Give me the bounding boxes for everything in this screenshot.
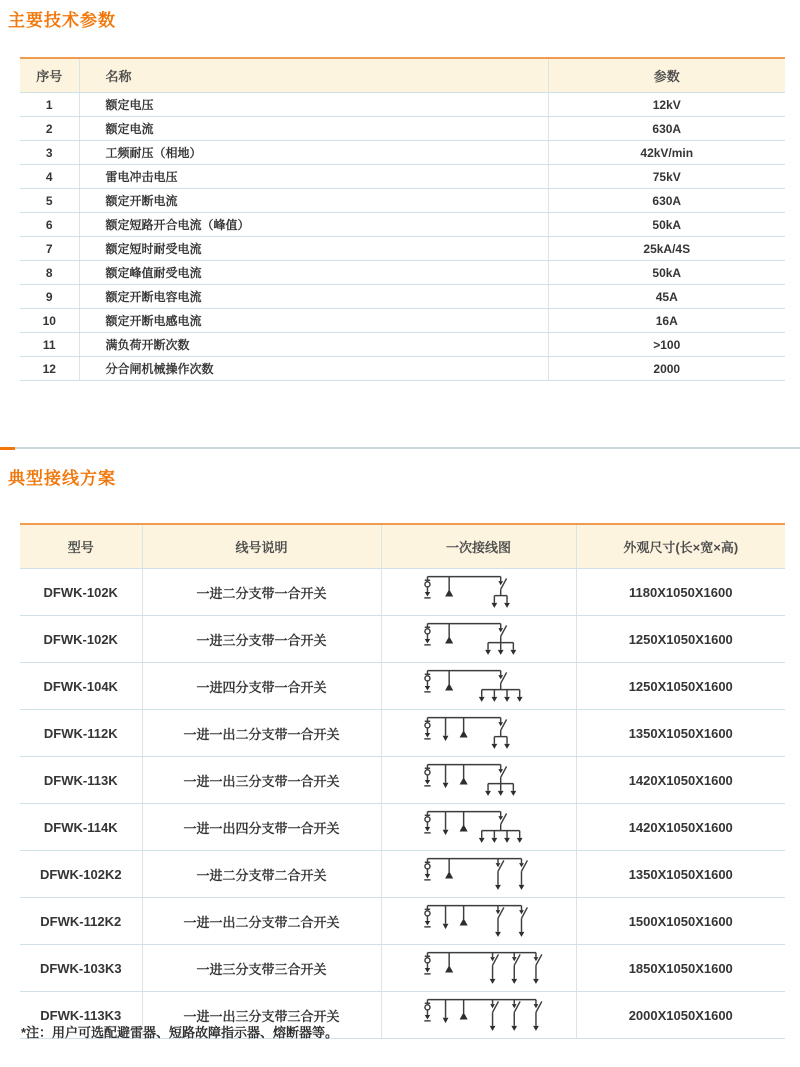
cell-name: 满负荷开断次数 [79,333,548,357]
cell-value: 25kA/4S [548,237,785,261]
cell-desc: 一进一出二分支带一合开关 [142,710,381,757]
cell-no: 5 [20,189,79,213]
wiring-diagram [413,854,545,894]
table-row [20,710,785,757]
cell-no: 4 [20,165,79,189]
cell-no: 7 [20,237,79,261]
cell-name: 额定电压 [79,93,548,117]
cell-diagram [381,710,576,757]
cell-diagram [381,757,576,804]
technical-parameters-table [20,57,785,381]
table-row [20,189,785,213]
header-size: 外观尺寸(长×宽×高) [576,524,785,569]
table-row [20,237,785,261]
wiring-diagram [413,901,545,941]
cell-desc: 一进三分支带一合开关 [142,616,381,663]
cell-desc: 一进一出四分支带一合开关 [142,804,381,851]
cell-value: 630A [548,189,785,213]
section-divider [0,446,800,450]
header-no: 序号 [20,58,79,93]
wiring-diagram [413,713,545,753]
table-row [20,569,785,616]
cell-value: 12kV [548,93,785,117]
cell-model: DFWK-112K2 [20,898,142,945]
cell-name: 额定短路开合电流（峰值） [79,213,548,237]
section-title-wiring-schemes: 典型接线方案 [8,469,116,488]
cell-no: 1 [20,93,79,117]
table-row [20,333,785,357]
cell-no: 2 [20,117,79,141]
header-desc: 线号说明 [142,524,381,569]
wiring-diagram [413,760,545,800]
table-row [20,93,785,117]
cell-diagram [381,992,576,1039]
cell-diagram [381,945,576,992]
params-table-body [20,93,785,381]
wiring-schemes-table [20,523,785,1039]
cell-value: 45A [548,285,785,309]
table-row [20,616,785,663]
wiring-diagram [413,807,545,847]
cell-diagram [381,569,576,616]
params-table-header [20,58,785,93]
table-row [20,141,785,165]
table-row [20,851,785,898]
cell-value: >100 [548,333,785,357]
cell-size: 1350X1050X1600 [576,710,785,757]
cell-model: DFWK-113K [20,757,142,804]
cell-no: 9 [20,285,79,309]
wiring-diagram [413,572,545,612]
table-row [20,945,785,992]
header-diagram: 一次接线图 [381,524,576,569]
cell-value: 75kV [548,165,785,189]
cell-size: 1180X1050X1600 [576,569,785,616]
header-row [20,524,785,569]
cell-name: 雷电冲击电压 [79,165,548,189]
cell-name: 额定电流 [79,117,548,141]
cell-value: 50kA [548,213,785,237]
cell-name: 分合闸机械操作次数 [79,357,548,381]
table-row [20,804,785,851]
cell-size: 1420X1050X1600 [576,757,785,804]
cell-desc: 一进一出三分支带一合开关 [142,757,381,804]
wiring-diagram [413,619,545,659]
cell-model: DFWK-104K [20,663,142,710]
cell-model: DFWK-112K [20,710,142,757]
cell-model: DFWK-102K2 [20,851,142,898]
cell-diagram [381,898,576,945]
cell-size: 1850X1050X1600 [576,945,785,992]
footnote: *注：用户可选配避雷器、短路故障指示器、熔断器等。 [21,1025,339,1040]
header-name: 名称 [79,58,548,93]
table-row [20,898,785,945]
cell-name: 额定开断电流 [79,189,548,213]
table-row [20,261,785,285]
divider-line [15,447,800,449]
cell-name: 额定短时耐受电流 [79,237,548,261]
section-title-main-parameters: 主要技术参数 [8,11,116,30]
cell-name: 额定开断电感电流 [79,309,548,333]
cell-name: 额定峰值耐受电流 [79,261,548,285]
cell-value: 2000 [548,357,785,381]
cell-no: 8 [20,261,79,285]
cell-desc: 一进二分支带一合开关 [142,569,381,616]
wiring-table-body [20,569,785,1039]
wiring-diagram [413,995,545,1035]
wiring-diagram [413,666,545,706]
table-row [20,213,785,237]
cell-no: 12 [20,357,79,381]
cell-desc: 一进四分支带一合开关 [142,663,381,710]
cell-size: 2000X1050X1600 [576,992,785,1039]
cell-model: DFWK-102K [20,616,142,663]
cell-no: 11 [20,333,79,357]
cell-model: DFWK-102K [20,569,142,616]
table-row [20,309,785,333]
cell-size: 1420X1050X1600 [576,804,785,851]
cell-no: 10 [20,309,79,333]
cell-no: 6 [20,213,79,237]
cell-value: 42kV/min [548,141,785,165]
table-row [20,663,785,710]
header-row [20,58,785,93]
cell-desc: 一进一出二分支带二合开关 [142,898,381,945]
cell-value: 16A [548,309,785,333]
cell-name: 工频耐压（相地） [79,141,548,165]
cell-desc: 一进二分支带二合开关 [142,851,381,898]
cell-desc: 一进一出三分支带三合开关 [142,992,381,1039]
cell-value: 630A [548,117,785,141]
cell-model: DFWK-113K3 [20,992,142,1039]
cell-size: 1350X1050X1600 [576,851,785,898]
header-value: 参数 [548,58,785,93]
cell-name: 额定开断电容电流 [79,285,548,309]
table-row [20,285,785,309]
cell-size: 1500X1050X1600 [576,898,785,945]
cell-diagram [381,616,576,663]
cell-model: DFWK-103K3 [20,945,142,992]
cell-diagram [381,851,576,898]
cell-desc: 一进三分支带三合开关 [142,945,381,992]
cell-size: 1250X1050X1600 [576,663,785,710]
divider-accent [0,447,15,450]
cell-size: 1250X1050X1600 [576,616,785,663]
cell-diagram [381,663,576,710]
table-row [20,757,785,804]
table-row [20,357,785,381]
cell-no: 3 [20,141,79,165]
cell-diagram [381,804,576,851]
table-row [20,117,785,141]
header-model: 型号 [20,524,142,569]
wiring-table-header [20,524,785,569]
table-row [20,165,785,189]
wiring-diagram [413,948,545,988]
cell-model: DFWK-114K [20,804,142,851]
cell-value: 50kA [548,261,785,285]
